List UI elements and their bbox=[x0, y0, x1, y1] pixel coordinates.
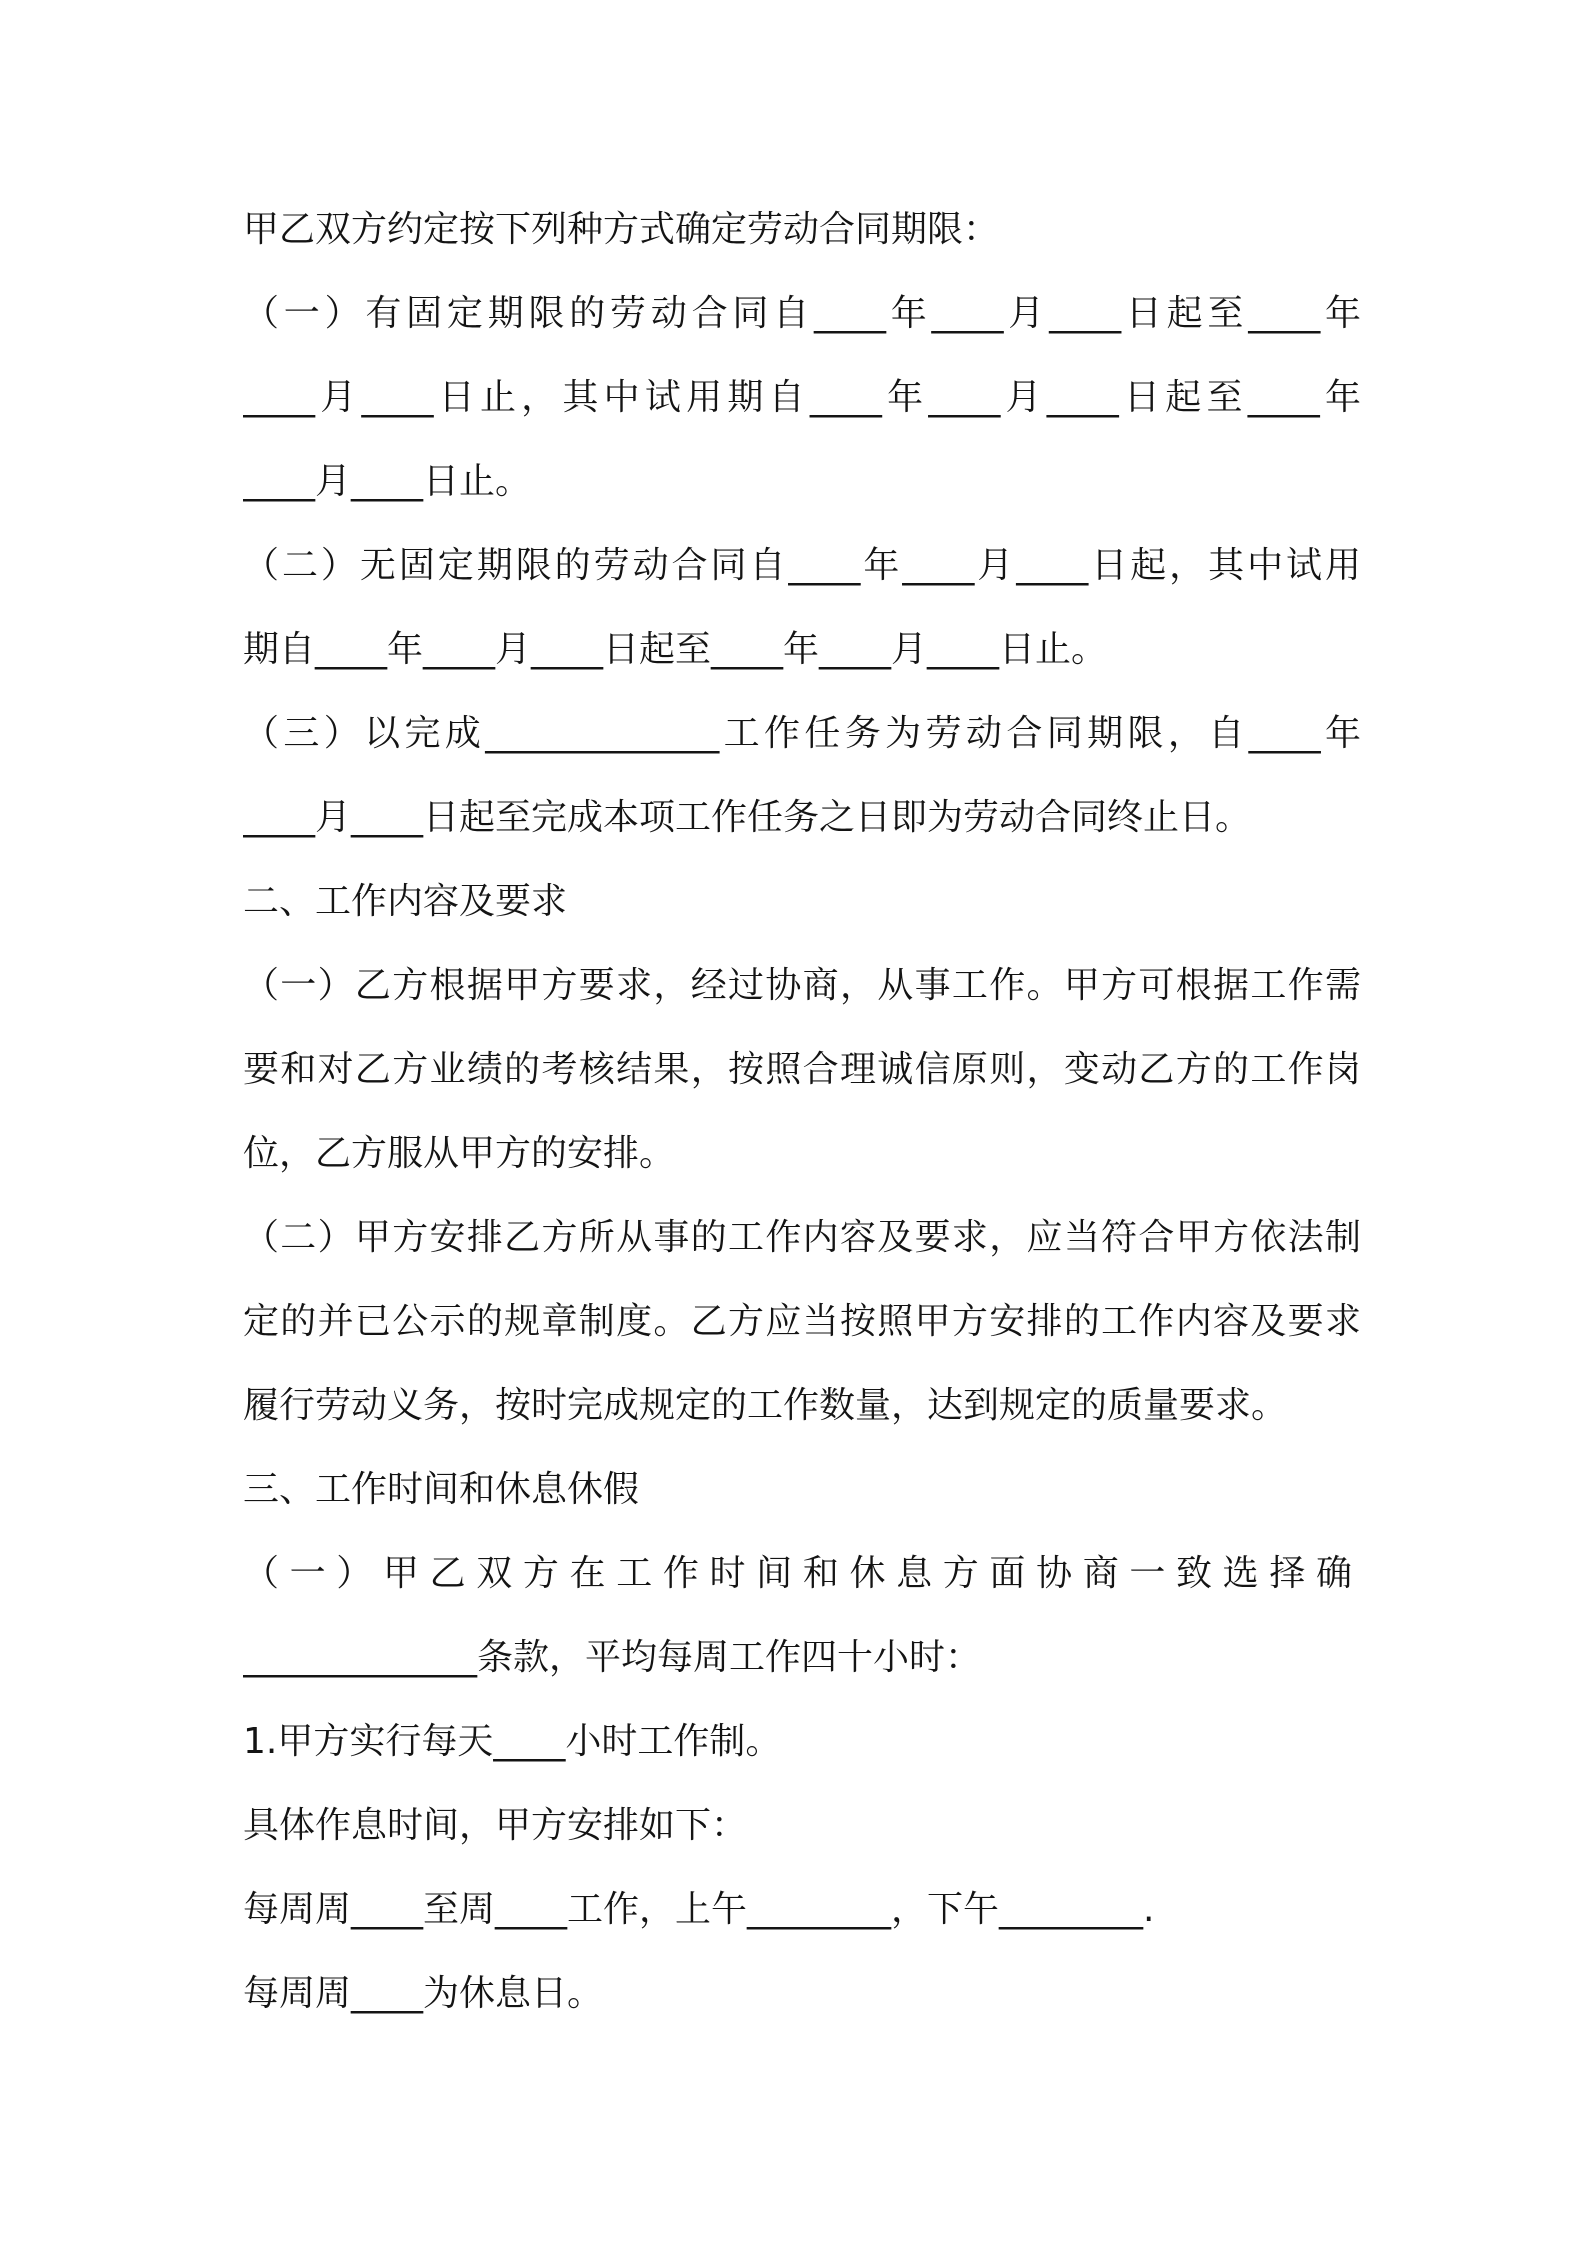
fixed-term-clause-line-2: ____月____日止，其中试用期自____年____月____日起至____年 bbox=[243, 377, 1361, 418]
weekly-schedule-line: 每周周____至周____工作，上午________，下午________. bbox=[243, 1889, 1155, 1930]
fixed-term-clause-line-1: （一）有固定期限的劳动合同自____年____月____日起至____年 bbox=[243, 293, 1361, 334]
open-term-clause-line-2: 期自____年____月____日起至____年____月____日止。 bbox=[243, 629, 1108, 670]
schedule-intro: 具体作息时间，甲方安排如下： bbox=[243, 1805, 748, 1846]
work-content-para-1-line-1: （一）乙方根据甲方要求，经过协商，从事工作。甲方可根据工作需 bbox=[243, 965, 1361, 1006]
work-content-para-1-line-2: 要和对乙方业绩的考核结果，按照合理诚信原则，变动乙方的工作岗 bbox=[243, 1049, 1361, 1090]
work-hours-para-line-1: （一）甲乙双方在工作时间和休息方面协商一致选择确 bbox=[243, 1553, 1361, 1594]
fixed-term-clause-line-3: ____月____日止。 bbox=[243, 461, 532, 502]
work-content-para-2-line-2: 定的并已公示的规章制度。乙方应当按照甲方安排的工作内容及要求 bbox=[243, 1301, 1361, 1342]
work-content-para-1-line-3: 位，乙方服从甲方的安排。 bbox=[243, 1133, 676, 1174]
work-content-para-2-line-1: （二）甲方安排乙方所从事的工作内容及要求，应当符合甲方依法制 bbox=[243, 1217, 1361, 1258]
work-hours-para-line-2: _____________条款，平均每周工作四十小时： bbox=[243, 1637, 982, 1678]
daily-hours-item: 1.甲方实行每天____小时工作制。 bbox=[243, 1721, 782, 1762]
task-term-clause-line-2: ____月____日起至完成本项工作任务之日即为劳动合同终止日。 bbox=[243, 797, 1252, 838]
open-term-clause-line-1: （二）无固定期限的劳动合同自____年____月____日起，其中试用 bbox=[243, 545, 1361, 586]
contract-term-intro: 甲乙双方约定按下列种方式确定劳动合同期限： bbox=[243, 209, 1000, 250]
section-heading-work-content: 二、工作内容及要求 bbox=[243, 881, 568, 922]
rest-day-line: 每周周____为休息日。 bbox=[243, 1973, 604, 2014]
work-content-para-2-line-3: 履行劳动义务，按时完成规定的工作数量，达到规定的质量要求。 bbox=[243, 1385, 1288, 1426]
task-term-clause-line-1: （三）以完成_____________工作任务为劳动合同期限，自____年 bbox=[243, 713, 1361, 754]
section-heading-work-hours: 三、工作时间和休息休假 bbox=[243, 1469, 640, 1510]
